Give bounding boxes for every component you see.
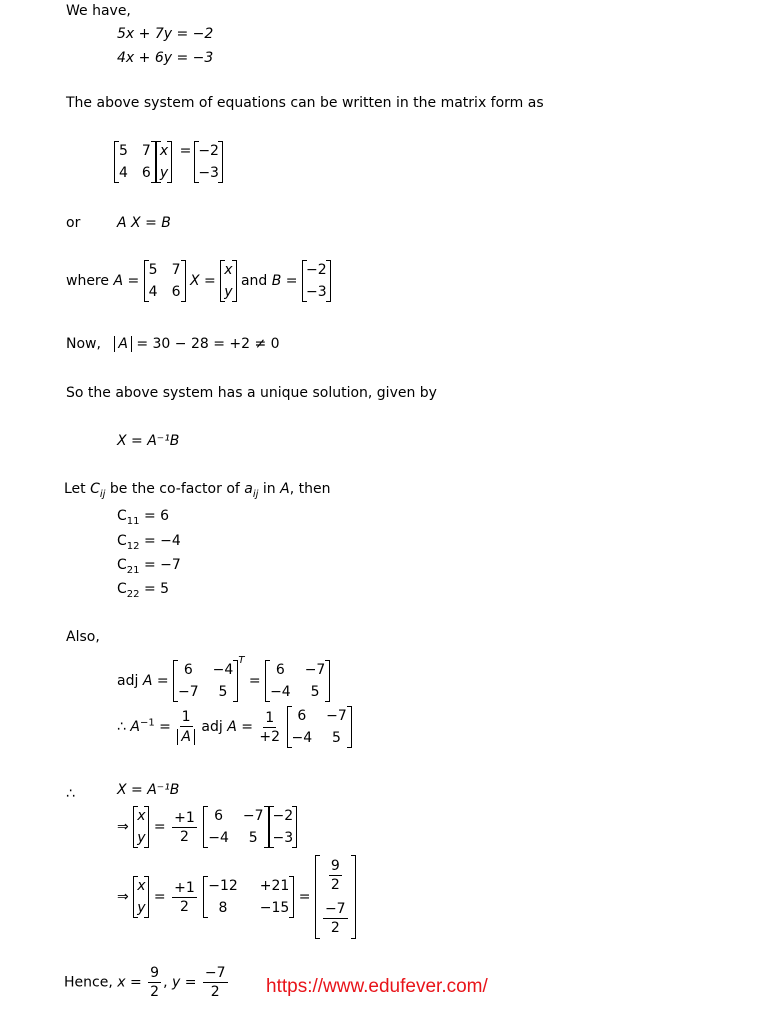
now-line: Now, A = 30 − 28 = +2 ≠ 0 [66,336,280,352]
also-text: Also, [66,629,100,645]
cofactor-4: $C_{22} = 5$ [117,581,170,600]
adjoint-line: adj A = 6 −4 −7 5 $^T$ = 6 −7 −4 5 [117,656,330,701]
matrix-equation: 5 7 4 6 x y = −2 −3 [114,142,223,182]
implies-line-1: ⇒ x y = $\frac{+1}{2}$ 6 −7 −4 5 −2 −3 [117,807,297,847]
axb-text: A X = B [117,215,171,231]
cofactor-definition: Let $C_{ij}$ be the co-factor of $a_{ij}$ in A, then [64,481,331,500]
unique-text: So the above system has a unique solution, given by [66,385,437,401]
equation-2: 4x + 6y = −3 [117,50,214,66]
therefore-symbol: ∴ [66,786,75,802]
matrix-a: 5 7 4 6 [114,142,156,182]
cofactor-2: $C_{12} = -4$ [117,533,181,552]
intro-text: We have, [66,3,131,19]
solution-formula-2: X = A⁻¹B [117,782,180,798]
inverse-line: ∴ $A^{-1}$ = $\frac{1}{A}$ adj A = $\frac{1}{+2}$ 6 −7 −4 5 [117,707,352,747]
hence-line: Hence, x = $\frac{9}{2}$ , y = $\frac{-7}{2}$ [64,965,226,1000]
cofactor-3: $C_{21} = -7$ [117,557,181,576]
implies-line-2: ⇒ x y = $\frac{+1}{2}$ −12 +21 8 −15 = $\frac{9}{2}$ $\frac{-7}{2}$ [117,856,356,938]
source-url-link[interactable]: https://www.edufever.com/ [266,976,488,997]
where-line: where A = 5 7 4 6 X = x y and B = −2 −3 [66,261,331,301]
matrix-x: x y [156,142,172,182]
matrix-form-text: The above system of equations can be written in the matrix form as [66,95,544,111]
solution-formula: X = A⁻¹B [117,433,180,449]
cofactor-1: $C_{11} = 6$ [117,508,170,527]
matrix-b: −2 −3 [194,142,223,182]
or-text: or [66,215,81,231]
equation-1: 5x + 7y = −2 [117,26,214,42]
